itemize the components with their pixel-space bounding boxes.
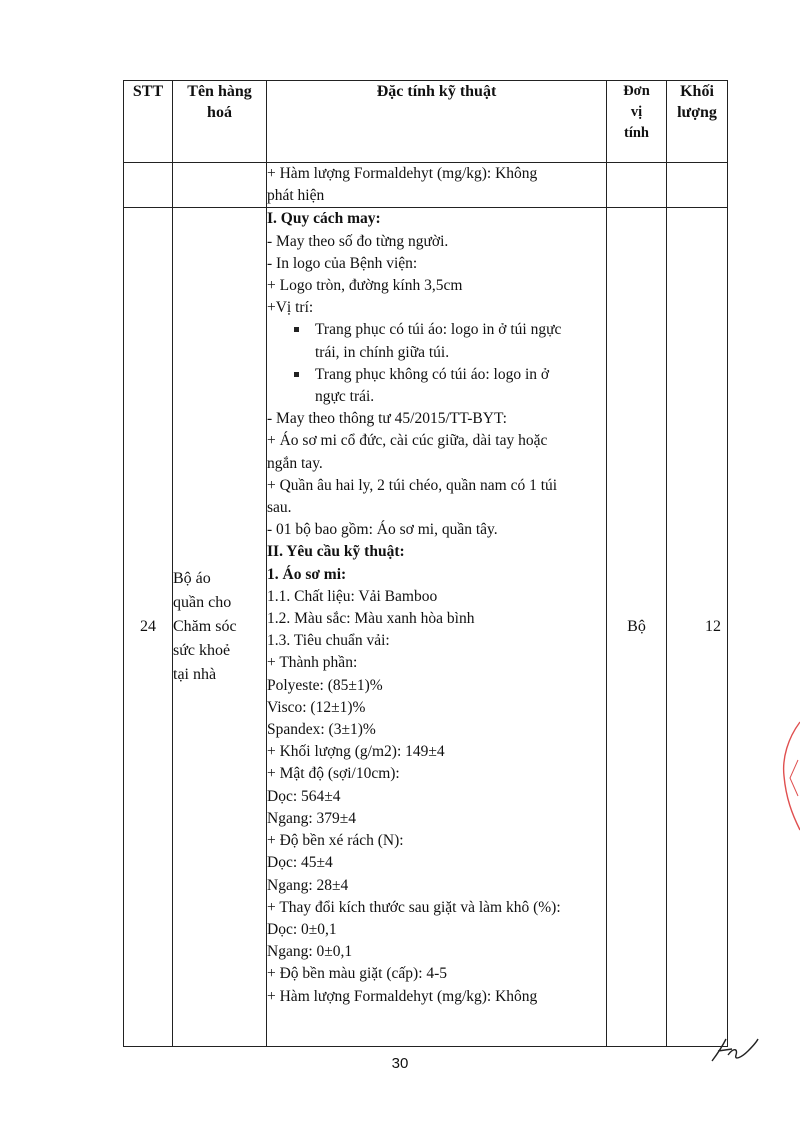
spec-line: Dọc: 0±0,1 [267,920,337,938]
item-unit: Bộ [607,208,667,1047]
spec-line: 1.1. Chất liệu: Vải Bamboo [267,587,438,605]
cont-qty-cell [667,163,728,208]
spec-line: + Độ bền xé rách (N): [267,832,404,850]
item-quantity: 12 [667,208,728,1047]
spec-line: - May theo thông tư 45/2015/TT-BYT: [267,410,507,428]
cont-stt-cell [124,163,173,208]
spec-line: sau. [267,499,292,517]
spec-line: Polyeste: (85±1)% [267,676,383,694]
bullet-item: Trang phục có túi áo: logo in ở túi ngực [267,319,606,341]
spec-line: - 01 bộ bao gồm: Áo sơ mi, quần tây. [267,521,498,539]
item-name: Bộ áo quần cho Chăm sóc sức khoẻ tại nhà [173,208,267,1047]
spec-line: 1.3. Tiêu chuẩn vải: [267,632,390,650]
item-spec [267,208,607,1047]
header-unit: Đơn vị tính [607,81,667,163]
spec-line: Visco: (12±1)% [267,698,366,716]
spec-line: + Mật độ (sợi/10cm): [267,765,400,783]
subsection-heading: 1. Áo sơ mi: [267,565,347,583]
section-heading: I. Quy cách may: [267,210,381,228]
item-stt: 24 [124,208,173,1047]
header-name: Tên hàng hoá [173,81,267,163]
cont-spec-cell [267,163,607,208]
spec-line: Ngang: 379±4 [267,809,357,827]
spec-line: + Thay đổi kích thước sau giặt và làm khô (%): [267,898,561,916]
stamp-fragment-icon [778,718,800,838]
page-number: 30 [391,1055,409,1072]
spec-line: + Quần âu hai ly, 2 túi chéo, quần nam có 1 túi [267,476,558,494]
bullet-item: Trang phục không có túi áo: logo in ở [267,364,606,386]
spec-line: ngắn tay. [267,454,323,472]
spec-line: Ngang: 0±0,1 [267,943,353,961]
cont-unit-cell [607,163,667,208]
spec-table [123,80,728,1047]
signature-icon [708,1033,760,1067]
section-heading: II. Yêu cầu kỹ thuật: [267,543,405,561]
spec-line: + Độ bền màu giặt (cấp): 4-5 [267,965,448,983]
spec-line: + Hàm lượng Formaldehyt (mg/kg): Không [267,165,538,182]
spec-line: ngực trái. [315,388,375,406]
table-row-item-24 [124,208,728,1047]
spec-line: + Logo tròn, đường kính 3,5cm [267,277,463,295]
table-row-continued [124,163,728,208]
square-bullet-icon [294,372,299,377]
spec-line: 1.2. Màu sắc: Màu xanh hòa bình [267,610,475,628]
spec-line: Spandex: (3±1)% [267,721,376,739]
spec-line: trái, in chính giữa túi. [315,343,450,361]
square-bullet-icon [294,327,299,332]
spec-line: phát hiện [267,187,325,205]
spec-line: - May theo số đo từng người. [267,232,449,250]
spec-line: + Hàm lượng Formaldehyt (mg/kg): Không [267,987,538,1005]
spec-line: + Áo sơ mi cổ đức, cài cúc giữa, dài tay hoặc [267,432,548,450]
spec-line: +Vị trí: [267,299,314,317]
spec-line: + Khối lượng (g/m2): 149±4 [267,743,445,761]
table-header-row [124,81,728,163]
spec-line: Ngang: 28±4 [267,876,349,894]
cont-name-cell [173,163,267,208]
spec-line: Dọc: 45±4 [267,854,333,872]
spec-line: Dọc: 564±4 [267,787,341,805]
spec-line: + Thành phần: [267,654,358,672]
header-quantity: Khối lượng [667,81,728,163]
header-stt: STT [124,81,173,163]
spec-line: - In logo của Bệnh viện: [267,254,418,272]
header-spec: Đặc tính kỹ thuật [267,81,607,163]
